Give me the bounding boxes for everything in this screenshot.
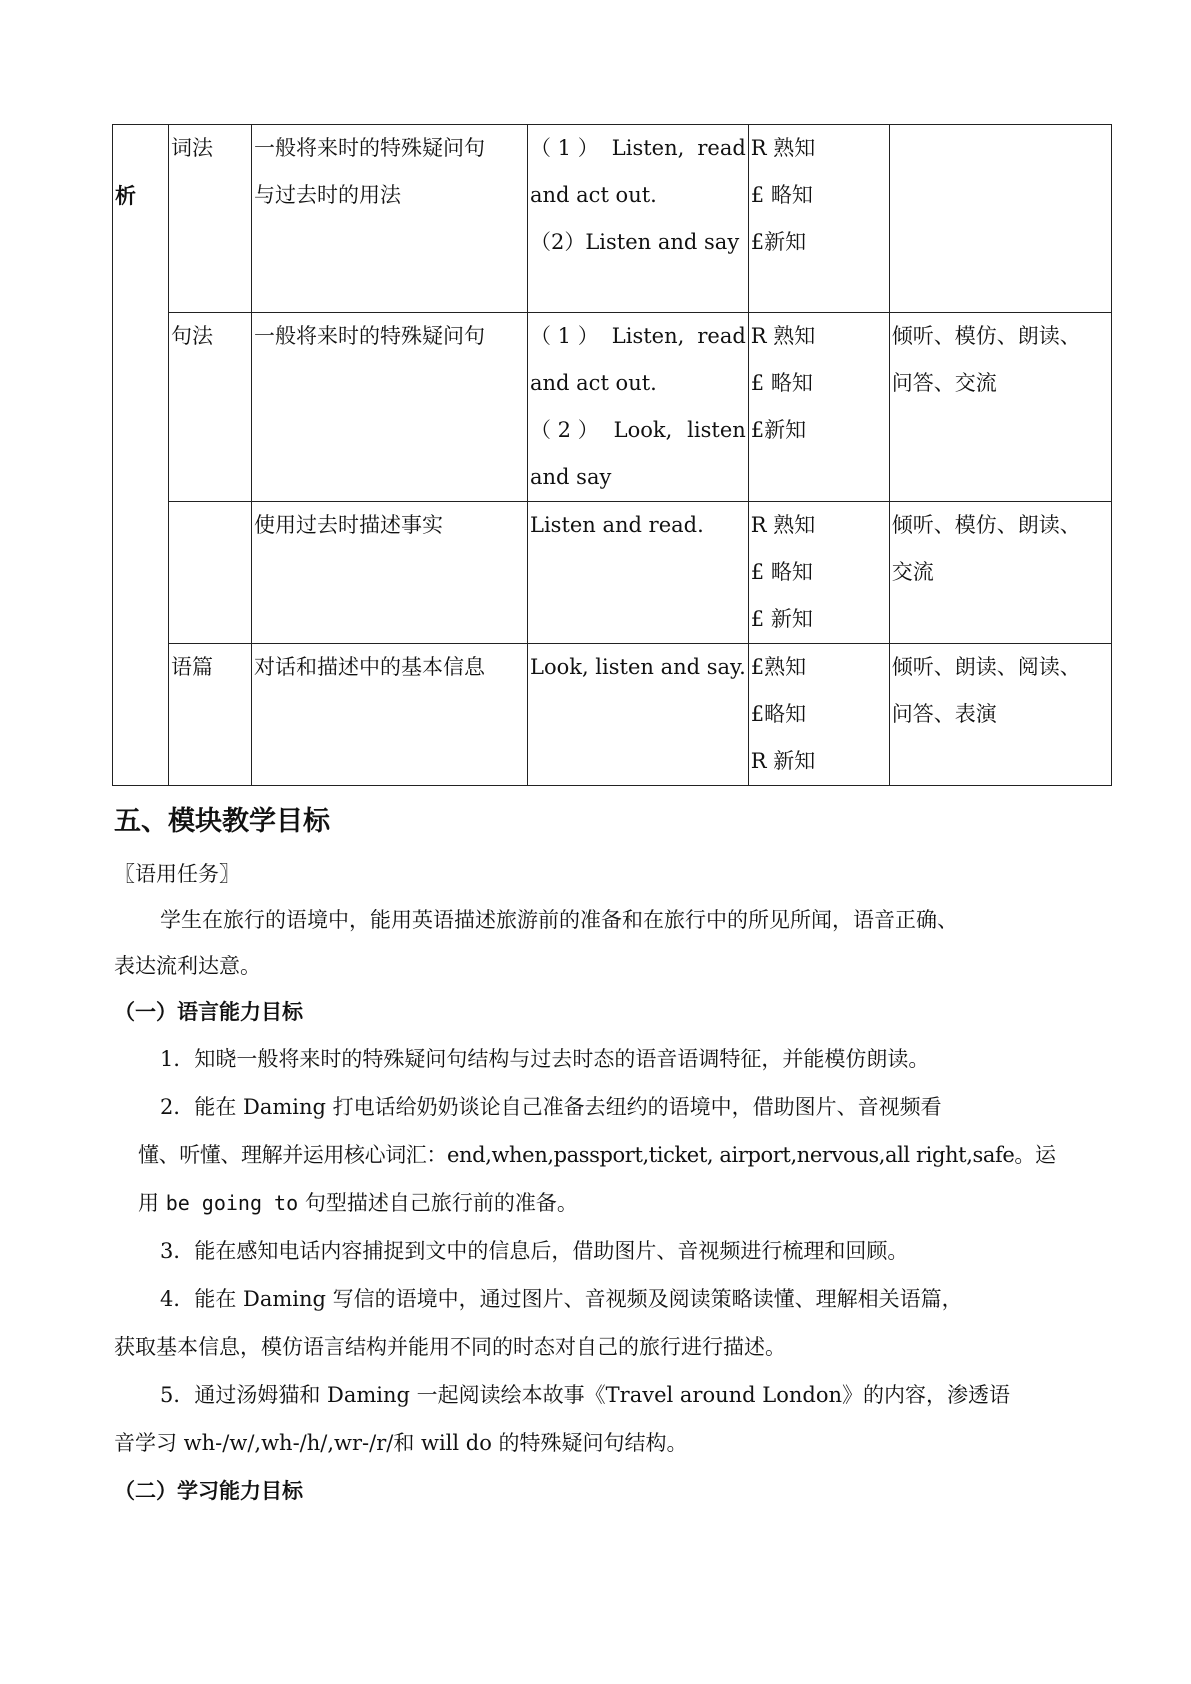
goal-line: 2．能在 Daming 打电话给奶奶谈论自己准备去纽约的语境中，借助图片、音视频看 [160,1095,942,1119]
method-line: 问答、交流 [891,371,997,395]
activity-line: （ 1 ） Listen, read [530,136,746,160]
category-cell [169,125,252,313]
methods-cell [889,502,1111,644]
category-cell [169,502,252,644]
activity-cell [528,313,749,502]
familiarity-option: £ 新知 [750,607,813,631]
content-line: 与过去时的用法 [254,183,401,207]
familiarity-option: R 熟知 [750,136,816,160]
activity-line: （ 2 ） Look, listen [530,418,746,442]
familiarity-option: R 新知 [750,749,816,773]
category-label: 语篇 [171,655,213,679]
familiarity-option: £ 略知 [750,371,813,395]
activity-line: （2）Listen and say [530,230,740,254]
task-paragraph-line: 学生在旅行的语境中，能用英语描述旅游前的准备和在旅行中的所见所闻，语音正确、 [160,908,958,932]
familiarity-cell [748,125,889,313]
content-line: 一般将来时的特殊疑问句 [254,136,485,160]
activity-line: and say [530,465,612,489]
section-title: 五、模块教学目标 [114,806,330,837]
activity-cell [528,125,749,313]
goal-line: 5．通过汤姆猫和 Daming 一起阅读绘本故事《Travel around London》的内容，渗透语 [160,1383,1011,1407]
content-line: 一般将来时的特殊疑问句 [254,324,485,348]
familiarity-cell [748,313,889,502]
code-phrase: be going to [165,1191,299,1215]
familiarity-option: £略知 [750,702,807,726]
analysis-table [112,124,1112,786]
subsection-title: （二）学习能力目标 [114,1478,303,1503]
familiarity-cell [748,502,889,644]
familiarity-option: £新知 [750,230,807,254]
goal-line: 用 be going to 句型描述自己旅行前的准备。 [138,1191,578,1215]
category-label: 词法 [171,136,213,160]
content-line: 使用过去时描述事实 [254,513,443,537]
activity-line: and act out. [530,183,657,207]
goal-line: 音学习 wh-/w/,wh-/h/,wr-/r/和 will do 的特殊疑问句结构。 [114,1431,688,1455]
table-row [113,125,1112,313]
activity-cell [528,644,749,786]
category-cell [169,644,252,786]
goal-line: 4．能在 Daming 写信的语境中，通过图片、音视频及阅读策略读懂、理解相关语篇， [160,1287,963,1311]
content-cell [252,644,528,786]
goal-line: 1．知晓一般将来时的特殊疑问句结构与过去时态的语音语调特征，并能模仿朗读。 [160,1047,930,1071]
goal-line: 获取基本信息，模仿语言结构并能用不同的时态对自己的旅行进行描述。 [114,1335,786,1359]
table-row [113,502,1112,644]
goal-line: 懂、听懂、理解并运用核心词汇：end,when,passport,ticket, airport,nervous,all right,safe。运 [138,1143,1056,1167]
familiarity-cell [748,644,889,786]
category-label: 句法 [171,324,213,348]
activity-line: and act out. [530,371,657,395]
methods-cell [889,644,1111,786]
subsection-title: （一）语言能力目标 [114,999,303,1024]
activity-cell [528,502,749,644]
familiarity-option: £新知 [750,418,807,442]
task-paragraph-line: 表达流利达意。 [114,954,261,978]
methods-cell [889,313,1111,502]
method-line: 倾听、模仿、朗读、 [891,324,1081,348]
content-cell [252,313,528,502]
activity-line: （ 1 ） Listen, read [530,324,746,348]
content-cell [252,125,528,313]
familiarity-option: £ 略知 [750,183,813,207]
familiarity-option: R 熟知 [750,324,816,348]
methods-cell [889,125,1111,313]
activity-line: Listen and read. [530,513,704,537]
familiarity-option: £ 略知 [750,560,813,584]
familiarity-option: R 熟知 [750,513,816,537]
task-label: 〖语用任务〗 [114,862,240,886]
familiarity-option: £熟知 [750,655,807,679]
goal-line: 3．能在感知电话内容捕捉到文中的信息后，借助图片、音视频进行梳理和回顾。 [160,1239,909,1263]
method-line: 倾听、模仿、朗读、 [891,513,1081,537]
side-label-cell [113,125,169,786]
table-row [113,644,1112,786]
content-line: 对话和描述中的基本信息 [254,655,485,679]
method-line: 倾听、朗读、阅读、 [891,655,1081,679]
table-row [113,313,1112,502]
content-cell [252,502,528,644]
method-line: 交流 [891,560,934,584]
category-cell [169,313,252,502]
activity-line: Look, listen and say. [530,655,746,679]
side-label: 析 [115,183,136,208]
method-line: 问答、表演 [891,702,997,726]
